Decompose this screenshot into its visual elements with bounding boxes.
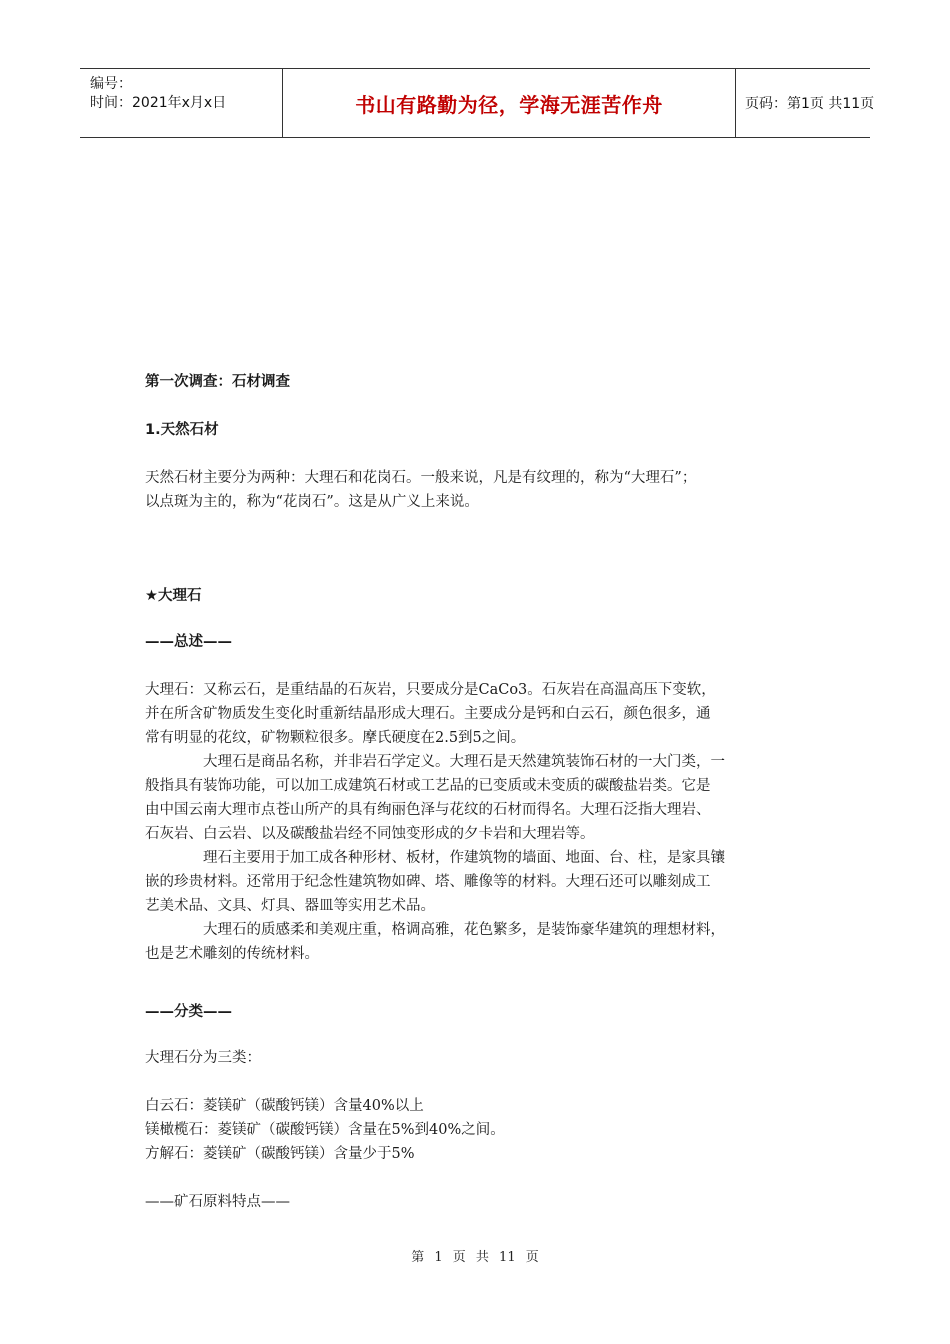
classification-list — [145, 1094, 805, 1166]
intro-paragraph — [145, 466, 805, 514]
page-footer: 第 1 页 共 11 页 — [411, 1250, 539, 1265]
header-motto-cell — [282, 69, 736, 137]
list-item: 镁橄榄石：菱镁矿（碳酸钙镁）含量在5%到40%之间。 — [145, 1122, 505, 1138]
overview-body — [145, 678, 805, 966]
ore-heading: ——矿石原料特点—— — [145, 1194, 290, 1210]
number-label: 编号： — [90, 76, 132, 92]
marble-heading: ★大理石 — [145, 588, 202, 604]
paragraph-line: 大理石的质感柔和美观庄重，格调高雅，花色繁多，是装饰豪华建筑的理想材料， — [203, 922, 725, 938]
paragraph-line: 由中国云南大理市点苍山所产的具有绚丽色泽与花纹的石材而得名。大理石泛指大理岩、 — [145, 802, 711, 818]
header-meta — [80, 69, 282, 137]
section-heading-natural-stone: 1.天然石材 — [145, 422, 219, 438]
paragraph-line: 理石主要用于加工成各种形材、板材，作建筑物的墙面、地面、台、柱，是家具镶 — [203, 850, 725, 866]
motto: 书山有路勤为径，学海无涯苦作舟 — [355, 92, 663, 117]
date-label: 时间：2021年x月x日 — [90, 95, 227, 111]
paragraph-line: 大理石是商品名称，并非岩石学定义。大理石是天然建筑装饰石材的一大门类，一 — [203, 754, 725, 770]
list-item: 方解石：菱镁矿（碳酸钙镁）含量少于5% — [145, 1146, 415, 1162]
document-title: 第一次调查：石材调查 — [145, 374, 290, 390]
list-item: 白云石：菱镁矿（碳酸钙镁）含量40%以上 — [145, 1098, 424, 1114]
paragraph-line: 艺美术品、文具、灯具、器皿等实用艺术品。 — [145, 898, 435, 914]
paragraph-line: 也是艺术雕刻的传统材料。 — [145, 946, 319, 962]
paragraph-line: 并在所含矿物质发生变化时重新结晶形成大理石。主要成分是钙和白云石，颜色很多，通 — [145, 706, 711, 722]
paragraph-line: 般指具有装饰功能，可以加工成建筑石材或工艺品的已变质或未变质的碳酸盐岩类。它是 — [145, 778, 711, 794]
header-page-info: 页码：第1页 共11页 — [745, 96, 875, 112]
classification-heading: ——分类—— — [145, 1004, 232, 1020]
classification-intro: 大理石分为三类： — [145, 1050, 261, 1066]
document-header — [80, 68, 875, 138]
intro-line: 以点斑为主的，称为“花岗石”。这是从广义上来说。 — [145, 494, 479, 510]
paragraph-line: 常有明显的花纹，矿物颗粒很多。摩氏硬度在2.5到5之间。 — [145, 730, 526, 746]
paragraph-line: 石灰岩、白云岩、以及碳酸盐岩经不同蚀变形成的夕卡岩和大理岩等。 — [145, 826, 595, 842]
overview-heading: ——总述—— — [145, 634, 232, 650]
paragraph-line: 嵌的珍贵材料。还常用于纪念性建筑物如碑、塔、雕像等的材料。大理石还可以雕刻成工 — [145, 874, 711, 890]
intro-line: 天然石材主要分为两种：大理石和花岗石。一般来说，凡是有纹理的，称为“大理石”； — [145, 470, 697, 486]
paragraph-line: 大理石：又称云石，是重结晶的石灰岩，只要成分是CaCo3。石灰岩在高温高压下变软， — [145, 682, 716, 698]
